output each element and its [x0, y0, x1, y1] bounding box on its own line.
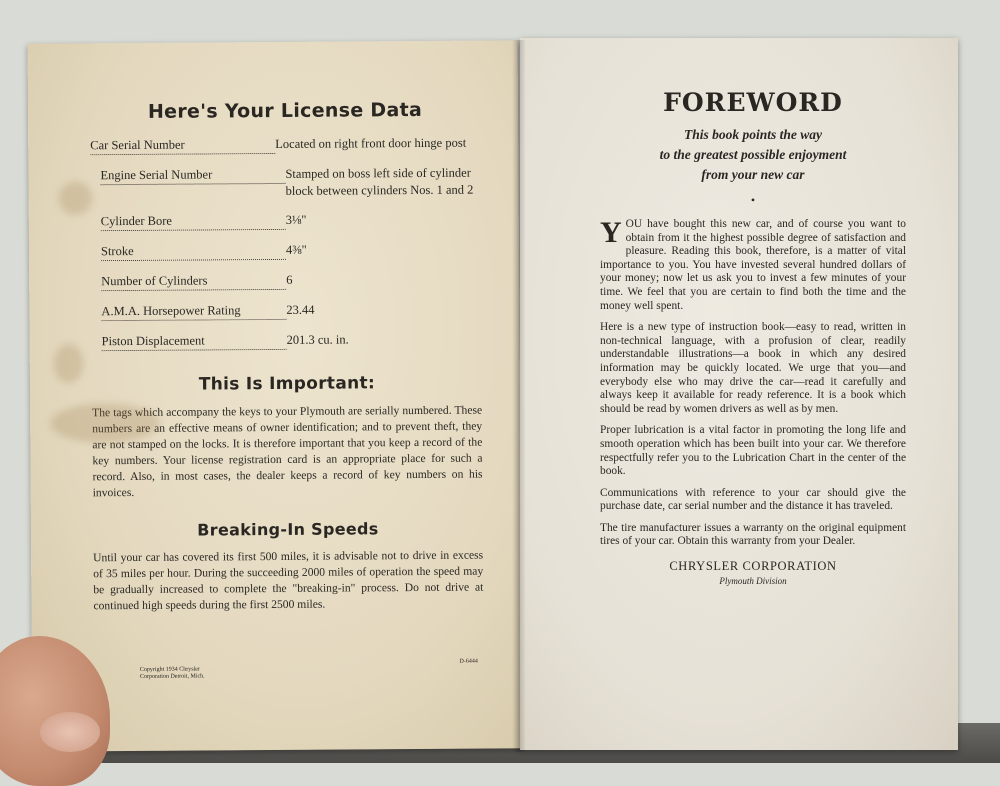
license-label: Stroke: [91, 242, 286, 261]
license-label: Piston Displacement: [92, 332, 287, 351]
license-row: [90, 135, 480, 156]
license-value: 6: [286, 272, 293, 287]
foreword-paragraph: Communications with reference to your car should give the purchase date, car serial number and the distance it has traveled.: [600, 486, 906, 513]
license-row: [91, 211, 481, 232]
license-label: Car Serial Number: [90, 136, 275, 155]
bullet-ornament: •: [750, 193, 756, 207]
signature-company: CHRYSLER CORPORATION: [669, 559, 837, 574]
license-row: [91, 271, 481, 292]
license-value: 3⅛": [285, 212, 307, 227]
book-spine: [512, 40, 526, 752]
foreword-paragraph: The tire manufacturer issues a warranty on the original equipment tires of your car. Obtain this warranty from your Dealer.: [600, 521, 906, 548]
license-label: Number of Cylinders: [91, 272, 286, 291]
subtitle-line: from your new car: [701, 167, 805, 182]
license-label: Engine Serial Number: [90, 166, 285, 201]
foreword-paragraph: YOU have bought this new car, and of course you want to obtain from it the highest possible degree of satisfaction and pleasure. Reading this book, therefore, is a matter of vital importance to you. You have invested several hundred dollars of your money; now let us ask you to invest a few minutes of your time. We feel that you are certain to find both the time and the money well spent.: [600, 216, 906, 312]
license-value: Located on right front door hinge post: [275, 135, 467, 151]
breaking-in-heading: Breaking-In Speeds: [197, 519, 379, 540]
breaking-in-text: Until your car has covered its first 500 miles, it is advisable not to drive in excess of 35 miles per hour. During the succeeding 2000 miles of operation the speed may be gradually increased to complete the "breaking-in" process. Do not drive at continued high speeds during the first 2500 miles.: [93, 548, 484, 613]
drop-cap: Y: [600, 216, 622, 249]
license-row: [91, 301, 481, 322]
license-data-list: [90, 135, 481, 352]
thumb: [40, 712, 100, 752]
license-value: Stamped on boss left side of cylinder block between cylinders Nos. 1 and 2: [285, 165, 474, 198]
license-label: A.M.A. Horsepower Rating: [91, 302, 286, 321]
signature-division: Plymouth Division: [719, 576, 787, 587]
stain: [54, 343, 84, 383]
form-code: D-6444: [459, 658, 478, 665]
license-data-heading: Here's Your License Data: [147, 98, 423, 123]
subtitle-line: to the greatest possible enjoyment: [659, 147, 847, 162]
important-heading: This Is Important:: [198, 373, 376, 395]
license-row: [92, 331, 482, 352]
license-value: 4⅜": [285, 242, 307, 257]
license-value: 23.44: [286, 302, 315, 317]
license-row: [90, 165, 480, 202]
subtitle-line: This book points the way: [683, 127, 823, 142]
foreword-heading: FOREWORD: [663, 88, 843, 117]
right-page: [520, 38, 958, 750]
copyright-note: Copyright 1934 Chrysler Corporation Detroit, Mich.: [139, 666, 205, 680]
foreword-paragraph: Here is a new type of instruction book—easy to read, written in non-technical language, with a profusion of clear, readily understandable illustrations—a book in which any desired information may be quickly located. We urge that you—and everybody else who may drive the car—read it carefully and always keep it available for ready reference. It is a book which should be read by women drivers as well as by men.: [600, 321, 906, 415]
license-row: [91, 241, 481, 262]
license-value: 201.3 cu. in.: [286, 332, 349, 347]
license-label: Cylinder Bore: [91, 212, 286, 231]
important-text: The tags which accompany the keys to your Plymouth are serially numbered. These numbers are an effective means of owner identification; and to prevent theft, they are not stamped on the locks. It is therefore important that you keep a record of the key numbers. Your license registration card is an appropriate place for such a record. Also, in most cases, the dealer keeps a record of key numbers on his invoices.: [92, 403, 483, 500]
foreword-paragraph: Proper lubrication is a vital factor in promoting the long life and smooth operation which has been built into your car. We therefore respectfully refer you to the Lubrication Chart in the center of the book.: [600, 424, 906, 478]
left-page: [28, 40, 523, 751]
stain: [58, 181, 92, 215]
